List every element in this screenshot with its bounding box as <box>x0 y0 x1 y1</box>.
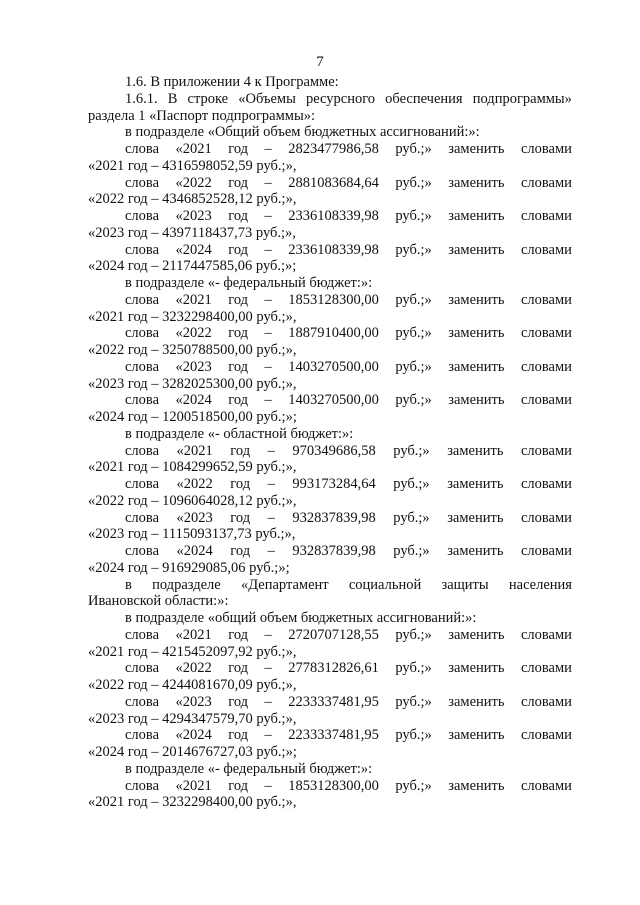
text-word: «2022 <box>175 174 212 191</box>
text-word: 2778312826,61 <box>288 660 379 677</box>
text-line: раздела 1 «Паспорт подпрограммы»: <box>88 107 315 124</box>
text-word: 932837839,98 <box>292 543 376 559</box>
text-word: год <box>228 626 249 643</box>
text-word: словами <box>520 626 572 643</box>
text-word: «2021 <box>175 626 212 643</box>
text-word: руб.;» <box>395 660 432 677</box>
text-word: слова <box>125 392 160 409</box>
text-line: «2024 год – 1200518500,00 руб.;»; <box>88 409 297 425</box>
text-word: год <box>228 141 249 157</box>
text-word: заменить <box>448 626 505 643</box>
text-word: 2823477986,58 <box>288 141 379 157</box>
text-word: словами <box>520 693 572 710</box>
text-line: «2021 год – 4215452097,92 руб.;», <box>88 643 297 660</box>
text-word: словами <box>520 358 572 375</box>
text-word: социальной <box>348 576 422 593</box>
text-line: в подразделе «- федеральный бюджет:»: <box>125 275 373 291</box>
text-word: подпрограммы» <box>472 90 572 107</box>
text-word: 1853128300,00 <box>288 777 379 794</box>
text-word: населения <box>508 576 572 593</box>
text-word: – <box>264 174 272 191</box>
text-word: – <box>267 509 275 526</box>
text-word: словами <box>520 543 572 559</box>
text-word: обеспечения <box>385 90 463 107</box>
text-word: «2024 <box>175 392 212 409</box>
text-word: слова <box>125 174 160 191</box>
text-line <box>88 392 572 409</box>
text-word: – <box>264 358 272 375</box>
text-line <box>88 141 572 158</box>
text-word: «2022 <box>175 660 212 677</box>
text-word: – <box>267 476 275 492</box>
text-word: слова <box>125 626 160 643</box>
text-line: «2021 год – 4316598052,59 руб.;», <box>88 157 297 174</box>
text-line <box>88 694 572 711</box>
text-line <box>88 627 572 644</box>
text-line: «2024 год – 2014676727,03 руб.;»; <box>88 744 297 760</box>
text-word: – <box>264 777 272 794</box>
text-word: заменить <box>448 392 505 409</box>
text-line <box>88 476 572 493</box>
text-word: словами <box>520 476 572 492</box>
text-line: Ивановской области:»: <box>88 593 229 610</box>
text-line: в подразделе «- федеральный бюджет:»: <box>125 760 373 777</box>
text-line <box>88 91 572 108</box>
text-word: год <box>228 174 249 191</box>
text-word: заменить <box>448 660 505 677</box>
text-line <box>88 359 572 376</box>
text-word: 2336108339,98 <box>288 241 379 258</box>
text-word: «2022 <box>175 325 212 342</box>
text-word: год <box>228 777 249 794</box>
text-word: год <box>228 241 249 258</box>
text-word: заменить <box>448 358 505 375</box>
text-line: «2024 год – 916929085,06 руб.;»; <box>88 559 290 576</box>
text-word: слова <box>125 543 160 559</box>
text-line <box>88 175 572 192</box>
text-line: «2022 год – 1096064028,12 руб.;», <box>88 492 297 509</box>
text-word: руб.;» <box>393 543 430 559</box>
text-word: слова <box>125 509 160 526</box>
text-word: 2720707128,55 <box>288 626 379 643</box>
text-word: 1403270500,00 <box>288 392 379 409</box>
text-word: – <box>264 241 272 258</box>
text-word: год <box>228 727 249 744</box>
text-word: «2021 <box>176 442 213 459</box>
text-line <box>88 510 572 527</box>
text-line: «2022 год – 4244081670,09 руб.;», <box>88 677 297 693</box>
text-word: руб.;» <box>393 476 430 492</box>
text-word: ресурсного <box>305 90 376 107</box>
text-word: «2023 <box>175 693 212 710</box>
text-word: – <box>264 660 272 677</box>
text-line: «2021 год – 1084299652,59 руб.;», <box>88 459 297 476</box>
text-word: руб.;» <box>395 291 432 308</box>
text-word: словами <box>520 509 572 526</box>
text-word: словами <box>520 392 572 409</box>
text-line <box>88 242 572 259</box>
text-line <box>88 727 572 744</box>
text-word: 1887910400,00 <box>288 325 379 342</box>
text-word: – <box>267 543 275 559</box>
text-word: 993173284,64 <box>292 476 376 492</box>
text-word: заменить <box>448 241 505 258</box>
text-word: заменить <box>448 325 505 342</box>
text-line <box>88 325 572 342</box>
text-word: «2023 <box>175 208 212 224</box>
text-word: слова <box>125 660 160 677</box>
text-word: год <box>228 358 249 375</box>
text-word: заменить <box>447 476 504 492</box>
text-word: – <box>264 727 272 744</box>
text-word: – <box>264 392 272 409</box>
text-word: слова <box>125 727 160 744</box>
text-word: заменить <box>448 727 505 744</box>
text-line: «2023 год – 1115093137,73 руб.;», <box>88 526 296 543</box>
text-word: 2336108339,98 <box>288 208 379 224</box>
text-word: словами <box>520 241 572 258</box>
text-word: заменить <box>447 543 504 559</box>
text-word: слова <box>125 141 160 157</box>
text-line: в подразделе «общий объем бюджетных ассигнований:»: <box>125 610 477 626</box>
text-line: «2021 год – 3232298400,00 руб.;», <box>88 794 297 811</box>
text-word: словами <box>520 442 572 459</box>
text-word: руб.;» <box>395 693 432 710</box>
text-word: год <box>228 693 249 710</box>
document-body <box>88 74 572 811</box>
text-word: заменить <box>447 442 504 459</box>
text-word: руб.;» <box>395 777 432 794</box>
text-line: «2024 год – 2117447585,06 руб.;»; <box>88 258 297 275</box>
text-word: год <box>230 442 251 459</box>
text-line: «2022 год – 3250788500,00 руб.;», <box>88 342 297 358</box>
text-word: словами <box>520 141 572 157</box>
text-line: в подразделе «Общий объем бюджетных ассигнований:»: <box>125 124 480 141</box>
text-word: «2021 <box>175 141 212 157</box>
text-line <box>88 292 572 309</box>
text-word: руб.;» <box>395 358 432 375</box>
text-word: – <box>264 291 272 308</box>
text-word: подразделе <box>152 576 221 593</box>
text-line <box>88 577 572 594</box>
text-word: руб.;» <box>395 208 432 224</box>
text-word: 970349686,58 <box>292 442 376 459</box>
text-word: год <box>230 543 251 559</box>
text-word: руб.;» <box>395 174 432 191</box>
text-word: слова <box>125 442 160 459</box>
text-line: «2023 год – 3282025300,00 руб.;», <box>88 375 297 392</box>
text-word: заменить <box>448 174 505 191</box>
text-word: год <box>228 208 249 224</box>
text-line <box>88 543 572 560</box>
text-word: – <box>264 626 272 643</box>
text-word: заменить <box>448 291 505 308</box>
text-word: год <box>230 509 251 526</box>
text-line <box>88 208 572 225</box>
text-word: слова <box>125 693 160 710</box>
text-line: в подразделе «- областной бюджет:»: <box>125 425 354 442</box>
text-word: руб.;» <box>393 509 430 526</box>
text-line <box>88 443 572 460</box>
text-word: – <box>264 693 272 710</box>
text-word: руб.;» <box>395 325 432 342</box>
text-line: «2022 год – 4346852528,12 руб.;», <box>88 191 297 208</box>
text-word: – <box>267 442 275 459</box>
text-word: словами <box>520 727 572 744</box>
text-word: 1853128300,00 <box>288 291 379 308</box>
text-word: слова <box>125 476 160 492</box>
text-word: строке <box>187 90 229 107</box>
text-word: руб.;» <box>395 141 432 157</box>
text-word: заменить <box>448 141 505 157</box>
text-word: «Объемы <box>238 90 296 107</box>
text-word: заменить <box>448 693 505 710</box>
text-word: «2024 <box>176 543 213 559</box>
text-word: руб.;» <box>395 626 432 643</box>
text-line <box>88 660 572 677</box>
text-word: «2023 <box>176 509 213 526</box>
text-word: 2233337481,95 <box>288 727 379 744</box>
text-word: год <box>228 291 249 308</box>
text-word: в <box>125 576 132 593</box>
text-line: 1.6. В приложении 4 к Программе: <box>125 74 339 90</box>
text-word: слова <box>125 291 160 308</box>
text-word: слова <box>125 358 160 375</box>
text-word: «2021 <box>175 291 212 308</box>
text-word: словами <box>520 660 572 677</box>
text-word: заменить <box>448 777 505 794</box>
text-word: 2881083684,64 <box>288 174 379 191</box>
text-word: «2024 <box>175 241 212 258</box>
text-word: руб.;» <box>393 442 430 459</box>
text-word: заменить <box>448 208 505 224</box>
text-word: словами <box>520 777 572 794</box>
text-word: защиты <box>441 576 489 593</box>
text-word: год <box>230 476 251 492</box>
text-word: словами <box>520 291 572 308</box>
text-word: «Департамент <box>240 576 329 593</box>
text-word: 932837839,98 <box>292 509 376 526</box>
text-word: словами <box>520 208 572 224</box>
text-word: руб.;» <box>395 727 432 744</box>
text-line <box>88 778 572 795</box>
text-line: «2023 год – 4397118437,73 руб.;», <box>88 224 296 241</box>
text-word: год <box>228 392 249 409</box>
text-word: В <box>167 90 178 107</box>
text-word: 1403270500,00 <box>288 358 379 375</box>
text-word: слова <box>125 241 160 258</box>
text-word: слова <box>125 777 160 794</box>
text-word: «2021 <box>175 777 212 794</box>
text-word: словами <box>520 325 572 342</box>
text-word: словами <box>520 174 572 191</box>
text-line: «2023 год – 4294347579,70 руб.;», <box>88 710 297 727</box>
text-word: «2023 <box>175 358 212 375</box>
text-word: – <box>264 141 272 157</box>
text-line: «2021 год – 3232298400,00 руб.;», <box>88 308 297 325</box>
text-word: «2024 <box>175 727 212 744</box>
page-number: 7 <box>316 54 324 70</box>
text-word: заменить <box>447 509 504 526</box>
text-word: 1.6.1. <box>125 90 158 107</box>
text-word: «2022 <box>176 476 213 492</box>
text-word: год <box>228 325 249 342</box>
text-word: – <box>264 208 272 224</box>
text-word: – <box>264 325 272 342</box>
text-word: 2233337481,95 <box>288 693 379 710</box>
text-word: руб.;» <box>395 241 432 258</box>
text-word: слова <box>125 325 160 342</box>
text-word: слова <box>125 208 160 224</box>
text-word: руб.;» <box>395 392 432 409</box>
text-word: год <box>228 660 249 677</box>
